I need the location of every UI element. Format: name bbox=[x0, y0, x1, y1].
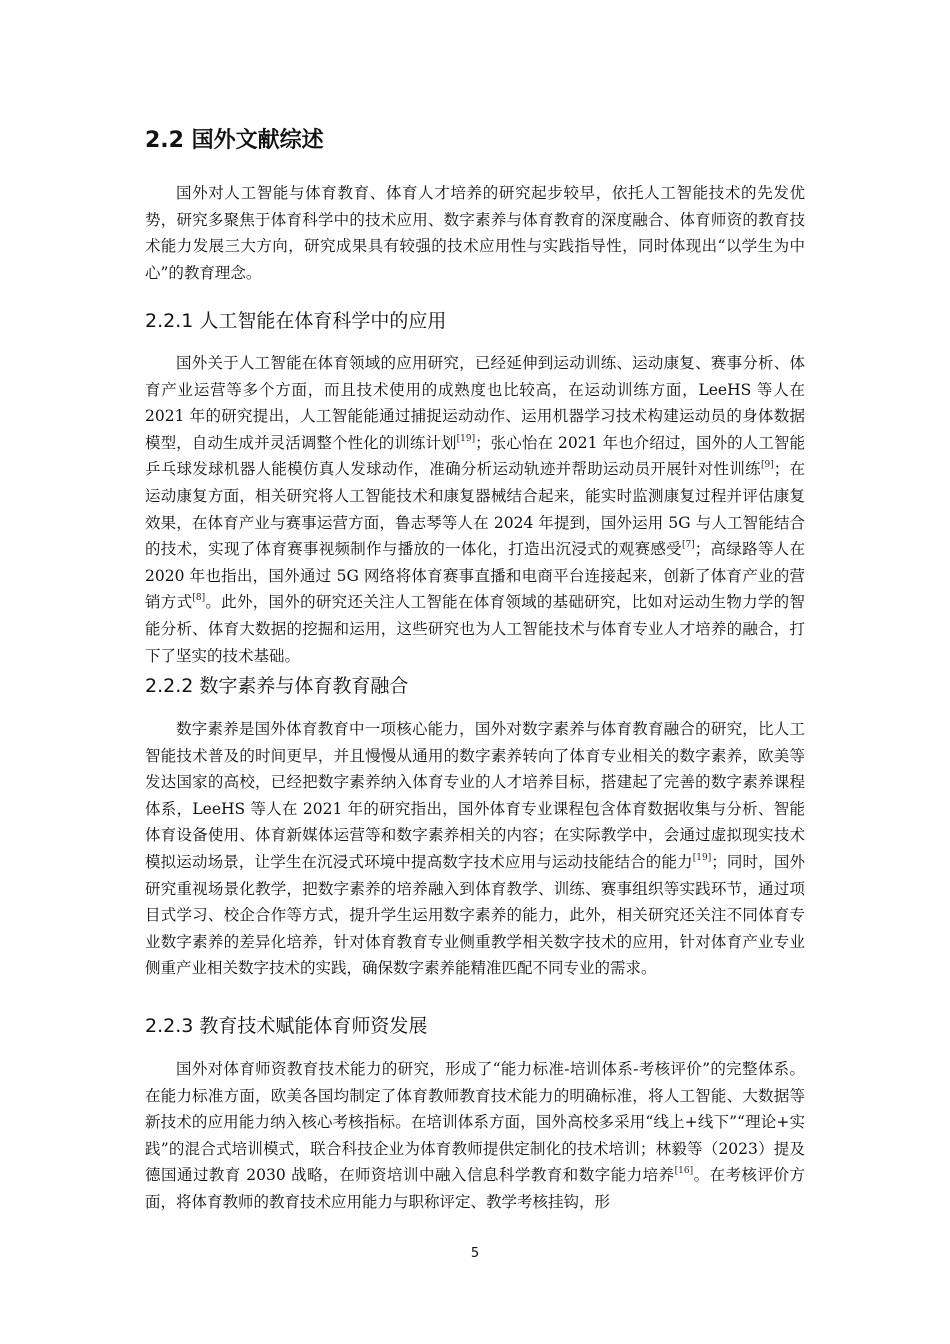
subsection-heading-2: 2.2.2 数字素养与体育教育融合 bbox=[145, 675, 409, 697]
text-run: ；高绿路等人在 2020 年也指出，国外通过 5G 网络将体育赛事直播和电商平台连接起来，创新了体育产业的营销方式 bbox=[145, 540, 805, 612]
subsection-heading-1: 2.2.1 人工智能在体育科学中的应用 bbox=[145, 310, 447, 332]
text-run: ；张心怡在 2021 年也介绍过，国外的人工智能乒乓球发球机器人能模仿真人发球动作，准确分析运动轨迹并帮助运动员开展针对性训练 bbox=[145, 433, 805, 479]
page-number: 5 bbox=[470, 1246, 480, 1261]
section-heading: 2.2 国外文献综述 bbox=[145, 128, 324, 153]
text-run: 。此外，国外的研究还关注人工智能在体育领域的基础研究，比如对运动生物力学的智能分析、体育大数据的挖掘和运用，这些研究也为人工智能技术与体育专业人才培养的融合，打下了坚实的技术基础。 bbox=[145, 593, 805, 665]
intro-text: 国外对人工智能与体育教育、体育人才培养的研究起步较早，依托人工智能技术的先发优势，研究多聚焦于体育科学中的技术应用、数字素养与体育教育的深度融合、体育师资的教育技术能力发展三大方向，研究成果具有较强的技术应用性与实践指导性，同时体现出“以学生为中心”的教育理念。 bbox=[145, 184, 805, 282]
paragraph-digital-literacy bbox=[145, 716, 805, 982]
text-run: 。在考核评价方面，将体育教师的教育技术应用能力与职称评定、教学考核挂钩，形 bbox=[145, 1166, 805, 1211]
citation-ref[interactable]: [19] bbox=[456, 433, 476, 444]
paragraph-ai-applications bbox=[145, 350, 805, 669]
text-run: 国外对体育师资教育技术能力的研究，形成了“能力标准-培训体系-考核评价”的完整体系。在能力标准方面，欧美各国均制定了体育教师教育技术能力的明确标准，将人工智能、大数据等新技术的应用能力纳入核心考核指标。在培训体系方面，国外高校多采用“线上+线下”“理论+实践”的混合式培训模式，联合科技企业为体育教师提供定制化的技术培训；林毅等（2023）提及德国通过教育 2030 战略，在师资培训中融入信息科学教育和数字能力培养 bbox=[145, 1060, 805, 1185]
text-run: 国外关于人工智能在体育领域的应用研究，已经延伸到运动训练、运动康复、赛事分析、体育产业运营等多个方面，而且技术使用的成熟度也比较高，在运动训练方面，LeeHS 等人在 2021 年的研究提出，人工智能能通过捕捉运动动作、运用机器学习技术构建运动员的身体数据模型，自动生成并灵活调整个性化的训练计划 bbox=[145, 354, 805, 452]
text-run: ；在运动康复方面，相关研究将人工智能技术和康复器械结合起来，能实时监测康复过程并评估康复效果，在体育产业与赛事运营方面，鲁志琴等人在 2024 年提到，国外运用 5G 与人工智能结合的技术，实现了体育赛事视频制作与播放的一体化，打造出沉浸式的观赛感受 bbox=[145, 460, 805, 559]
text-run: ；同时，国外研究重视场景化教学，把数字素养的培养融入到体育教学、训练、赛事组织等实践环节，通过项目式学习、校企合作等方式，提升学生运用数字素养的能力，此外，相关研究还关注不同体育专业数字素养的差异化培养，针对体育教育专业侧重教学相关数字技术的应用，针对体育产业专业侧重产业相关数字技术的实践，确保数字素养能精准匹配不同专业的需求。 bbox=[145, 852, 805, 978]
citation-ref[interactable]: [19] bbox=[692, 852, 712, 863]
citation-ref[interactable]: [9] bbox=[760, 460, 774, 471]
text-run: 数字素养是国外体育教育中一项核心能力，国外对数字素养与体育教育融合的研究，比人工智能技术普及的时间更早，并且慢慢从通用的数字素养转向了体育专业相关的数字素养，欧美等发达国家的高校，已经把数字素养纳入体育专业的人才培养目标，搭建起了完善的数字素养课程体系，LeeHS 等人在 2021 年的研究指出，国外体育专业课程包含体育数据收集与分析、智能体育设备使用、体育新媒体运营等和数字素养相关的内容；在实际教学中，会通过虚拟现实技术模拟运动场景，让学生在沉浸式环境中提高数字技术应用与运动技能结合的能力 bbox=[145, 720, 805, 871]
citation-ref[interactable]: [7] bbox=[681, 540, 695, 551]
citation-ref[interactable]: [16] bbox=[674, 1166, 694, 1177]
intro-paragraph bbox=[145, 180, 805, 286]
paragraph-teacher-development bbox=[145, 1056, 805, 1216]
citation-ref[interactable]: [8] bbox=[192, 593, 206, 604]
subsection-heading-3: 2.2.3 教育技术赋能体育师资发展 bbox=[145, 1015, 428, 1037]
